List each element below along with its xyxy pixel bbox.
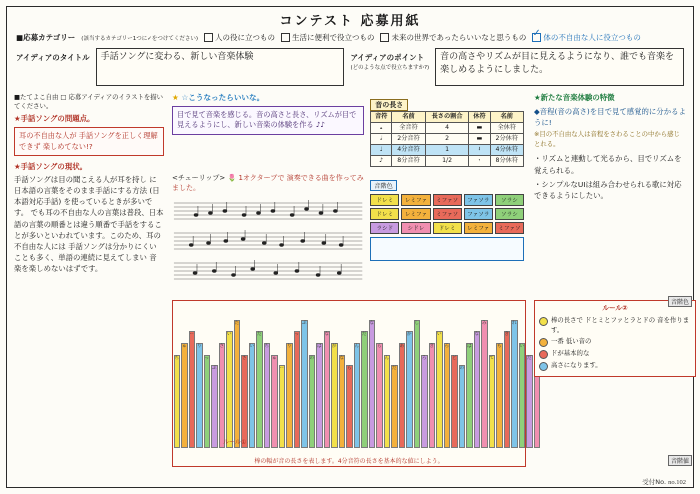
color-chip: ミファソ bbox=[433, 194, 462, 206]
feature-1: ◆音程(音の高さ)を目で見て感覚的に分かるように! bbox=[534, 107, 686, 128]
legend-color-dot-icon bbox=[539, 350, 548, 359]
chart-bar bbox=[399, 343, 406, 448]
chart-bar bbox=[496, 343, 503, 448]
legend-tab-bottom: 音階値 bbox=[668, 455, 692, 466]
chart-bar-label: い bbox=[249, 344, 254, 350]
cell-name: 4分音符 bbox=[392, 145, 425, 156]
table-row bbox=[371, 134, 524, 145]
cell-rest-name: 2分休符 bbox=[490, 134, 523, 145]
cell-ratio: 1 bbox=[425, 145, 469, 156]
color-chip: レミファ bbox=[464, 222, 493, 234]
chart-bar bbox=[489, 355, 496, 448]
chart-bar-label: り bbox=[197, 344, 202, 350]
problem-header: ★手話ソングの問題点。 bbox=[14, 114, 95, 123]
legend-color-dot-icon bbox=[539, 317, 548, 326]
receipt-footer bbox=[642, 477, 686, 486]
chart-bar-label: ぷ bbox=[302, 320, 307, 326]
receipt-value: no.102 bbox=[668, 479, 686, 486]
staff-line-2 bbox=[172, 227, 364, 257]
chart-bar bbox=[414, 320, 421, 448]
cell-symbol: 𝅝 bbox=[371, 123, 392, 134]
color-chip: ソラシ bbox=[495, 208, 524, 220]
title-point-row bbox=[16, 48, 684, 86]
chart-bar bbox=[406, 331, 413, 448]
col-rest-name: 名前 bbox=[490, 112, 523, 123]
chart-bar bbox=[189, 331, 196, 448]
checkbox-icon[interactable] bbox=[204, 33, 213, 42]
tulip-label-text: <チューリップ> bbox=[172, 174, 226, 183]
chart-bar-label: し bbox=[414, 320, 419, 326]
legend-tab-top: 音階色 bbox=[668, 296, 692, 307]
chart-bar bbox=[436, 331, 443, 448]
chart-bar-label: も bbox=[497, 344, 502, 350]
category-option-2[interactable] bbox=[380, 32, 526, 43]
cell-rest-name: 8分休符 bbox=[490, 156, 523, 167]
chart-bar bbox=[481, 320, 488, 448]
visualization-chart bbox=[172, 300, 532, 467]
note-length-table bbox=[370, 111, 524, 167]
legend-row bbox=[539, 361, 691, 371]
chart-bar-label: い bbox=[519, 344, 524, 350]
color-chip: ドレミ bbox=[433, 222, 462, 234]
chart-bar bbox=[504, 331, 511, 448]
tulip-icon: 🌷 bbox=[227, 174, 237, 183]
chart-bar-label: な bbox=[369, 320, 374, 326]
chart-bar-label: さ bbox=[242, 355, 247, 361]
chart-bar bbox=[331, 343, 338, 448]
idea-point-sublabel: (どのような点で役立ちますか?) bbox=[350, 65, 430, 71]
category-option-label: 生活に便利で役立つもの bbox=[291, 33, 375, 42]
color-chip: ソラシ bbox=[495, 194, 524, 206]
illustration-instruction: ■たてよこ自由 □ 応募アイディアのイラストを描いてください。 bbox=[14, 93, 164, 110]
legend-row-text: ドが基本的な bbox=[551, 349, 590, 358]
chart-bar bbox=[534, 365, 541, 448]
chart-bar-label: て bbox=[489, 355, 494, 361]
chart-bar bbox=[294, 331, 301, 448]
feature-3-text: シンプルなUIは組み合わせられる歌に対応できるようにしたい。 bbox=[534, 179, 682, 200]
chart-bar-label: ゅ bbox=[272, 355, 277, 361]
legend-title: ルール② bbox=[602, 304, 628, 312]
col-rest: 休符 bbox=[469, 112, 490, 123]
staff-caption: 1オクターブで 演奏できる曲を作ってみました。 bbox=[172, 174, 364, 193]
chart-bar bbox=[384, 355, 391, 448]
chart-bar-label: っ bbox=[204, 355, 209, 361]
category-option-label: 人の役に立つもの bbox=[214, 33, 275, 42]
chart-legend bbox=[534, 300, 696, 377]
color-chip: ドレミ bbox=[370, 208, 399, 220]
chart-bar-label: き bbox=[429, 344, 434, 350]
cell-name: 全音符 bbox=[392, 123, 425, 134]
legend-row bbox=[539, 337, 691, 347]
chart-caption: 棒の幅が音の長さを表します。4分音符の長さを基本的な値にしよう。 bbox=[254, 458, 444, 465]
chart-bar bbox=[279, 365, 286, 448]
cell-rest: 𝄽 bbox=[469, 145, 490, 156]
chart-bar-label: い bbox=[227, 332, 232, 338]
color-chip: シドレ bbox=[401, 222, 430, 234]
chart-bar bbox=[309, 355, 316, 448]
table-row bbox=[371, 156, 524, 167]
page-title: コンテスト 応募用紙 bbox=[279, 14, 421, 29]
status-header: ★手話ソングの現状。 bbox=[14, 161, 87, 171]
cell-rest: 𝄾 bbox=[469, 156, 490, 167]
chart-bar-label: ろ bbox=[444, 344, 449, 350]
legend-row bbox=[539, 349, 691, 359]
idea-title-label: アイディアのタイトル bbox=[16, 53, 90, 62]
chart-bar bbox=[324, 331, 331, 448]
bullet-icon: ・ bbox=[534, 179, 542, 189]
chart-bar-label: れ bbox=[512, 320, 517, 326]
right-column bbox=[534, 92, 686, 201]
cell-rest-name: 4分休符 bbox=[490, 145, 523, 156]
music-staff-group bbox=[172, 197, 364, 287]
chart-bar bbox=[429, 343, 436, 448]
chart-bar-label: き bbox=[504, 332, 509, 338]
chart-bar-label: ん bbox=[354, 344, 359, 350]
chart-bar-label: だ bbox=[392, 366, 397, 372]
table-row-highlighted bbox=[371, 145, 524, 156]
legend-row-text: 高さになります。 bbox=[551, 361, 602, 370]
chart-bar bbox=[519, 343, 526, 448]
chart-bar-label: が bbox=[332, 344, 337, 350]
color-chip: レミファ bbox=[401, 194, 430, 206]
chart-bar bbox=[219, 343, 226, 448]
chart-bar-label: ー bbox=[279, 366, 284, 372]
feature-3 bbox=[534, 179, 686, 201]
category-option-label: 未来の世界であったらいいなと思うもの bbox=[391, 33, 527, 42]
chart-bar bbox=[444, 343, 451, 448]
wish-text: 目で見て音楽を感じる。音の高さと長さ、リズムが目で見えるようにし、新しい音楽の体験を作る ♪♪ bbox=[172, 106, 364, 135]
chart-bar bbox=[226, 331, 233, 448]
cell-ratio: 2 bbox=[425, 134, 469, 145]
tulip-label bbox=[172, 173, 364, 193]
cell-name: 2分音符 bbox=[392, 134, 425, 145]
cell-rest: ▬ bbox=[469, 134, 490, 145]
checkbox-icon[interactable] bbox=[281, 33, 290, 42]
chart-bar bbox=[361, 331, 368, 448]
wish-header bbox=[172, 92, 364, 103]
chart-bar-label: だ bbox=[362, 332, 367, 338]
chart-bar bbox=[316, 343, 323, 448]
chart-bar bbox=[511, 320, 518, 448]
chart-bar-label: ん bbox=[384, 355, 389, 361]
chart-bar bbox=[211, 365, 218, 448]
checkbox-icon[interactable] bbox=[380, 33, 389, 42]
color-chip: ミファソ bbox=[433, 208, 462, 220]
note-table-caption: 音の長さ bbox=[370, 99, 408, 111]
cell-symbol: 𝅗𝅥 bbox=[371, 134, 392, 145]
left-column bbox=[14, 92, 164, 274]
wish-header-text: ☆こうなったらいいな。 bbox=[181, 93, 265, 102]
chart-bar-label: は bbox=[467, 344, 472, 350]
cell-rest: ▬ bbox=[469, 123, 490, 134]
col-ratio: 長さの割合 bbox=[425, 112, 469, 123]
legend-row-text: 棒の長さで ドとミとファとラとドの 音を作ります。 bbox=[551, 315, 690, 334]
chart-bar bbox=[466, 343, 473, 448]
chart-bar bbox=[376, 343, 383, 448]
checkbox-checked-icon[interactable] bbox=[532, 33, 541, 42]
chart-bar-label: ぷ bbox=[212, 366, 217, 372]
color-chip: ラシド bbox=[370, 222, 399, 234]
chart-bar bbox=[234, 320, 241, 448]
cell-rest-name: 全休符 bbox=[490, 123, 523, 134]
cell-ratio: 1/2 bbox=[425, 156, 469, 167]
color-chip: ドレミ bbox=[370, 194, 399, 206]
chart-bar bbox=[204, 355, 211, 448]
feature-2-text: リズムと連動して光るから、目でリズムを覚えられる。 bbox=[534, 154, 682, 175]
idea-point-label bbox=[350, 48, 429, 86]
cell-symbol: ♩ bbox=[371, 145, 392, 156]
chart-bar bbox=[459, 365, 466, 448]
feature-1-note: ※目の不自由な人は音程をさわることの中から感じとれる。 bbox=[534, 130, 680, 148]
color-chip-grid bbox=[370, 194, 524, 234]
legend-color-dot-icon bbox=[539, 362, 548, 371]
chart-bar-label: り bbox=[287, 344, 292, 350]
chart-bar-label: な bbox=[324, 332, 329, 338]
chart-bar bbox=[249, 343, 256, 448]
category-row bbox=[16, 32, 684, 43]
category-option-3[interactable] bbox=[532, 32, 641, 43]
chart-bar bbox=[474, 331, 481, 448]
color-scale-label: 音階色 bbox=[370, 180, 397, 191]
chart-bar-label: ー bbox=[189, 332, 194, 338]
chart-bar bbox=[264, 343, 271, 448]
staff-line-3 bbox=[172, 257, 364, 287]
idea-point-input[interactable]: 音の高さやリズムが目に見えるようになり、誰でも音楽を楽しめるようにしました。 bbox=[435, 48, 684, 86]
cell-symbol: ♪ bbox=[371, 156, 392, 167]
chart-bar-label: だ bbox=[527, 355, 532, 361]
receipt-label: 受付No. bbox=[642, 478, 667, 486]
category-lead: ■応募カテゴリー bbox=[16, 33, 76, 42]
chart-bar bbox=[174, 355, 181, 448]
chart-bar bbox=[391, 365, 398, 448]
chart-bar-label: は bbox=[317, 344, 322, 350]
chart-bar-label: ろ bbox=[422, 355, 427, 361]
chart-bar bbox=[181, 343, 188, 448]
category-option-1[interactable] bbox=[281, 32, 375, 43]
color-chip: ファソラ bbox=[464, 194, 493, 206]
middle-column bbox=[172, 92, 524, 287]
staff-line-1 bbox=[172, 197, 364, 227]
cell-ratio: 4 bbox=[425, 123, 469, 134]
idea-title-input[interactable]: 手話ソングに変わる、新しい音楽体験 bbox=[96, 48, 345, 86]
chart-bar-label: あ bbox=[399, 344, 404, 350]
color-chip: レミファ bbox=[401, 208, 430, 220]
chart-bar bbox=[301, 320, 308, 448]
table-header-row bbox=[371, 112, 524, 123]
chart-bar-label: た bbox=[234, 320, 239, 326]
status-text: 手話ソングは目の聞こえる人が耳を持し に日本語の言葉をそのまま手話にする方法 (日本語対応手話) を使っているときが多いです。 でも耳の不自由な人の言葉は普段、日本語の言葉の順番とは違う順番で手話をすることが多いといわれています。このため、耳の不自由な人には 手話ソングは分かりにくいことも多く、単語の連続に見えてしまい 音楽を楽しめないはずです。 bbox=[14, 175, 164, 273]
chart-bar-label: な bbox=[474, 332, 479, 338]
legend-color-dot-icon bbox=[539, 338, 548, 347]
chart-bar bbox=[346, 365, 353, 448]
chart-bar-label: ど bbox=[452, 355, 457, 361]
star-icon: ★ bbox=[172, 93, 179, 102]
table-row bbox=[371, 123, 524, 134]
chart-bar bbox=[339, 355, 346, 448]
feature-2 bbox=[534, 153, 686, 175]
feature-header: ★新たな音楽体験の特徴 bbox=[534, 93, 615, 102]
chart-bar-label: の bbox=[459, 366, 464, 372]
chart-bar-label: ら bbox=[377, 344, 382, 350]
bullet-icon: ・ bbox=[534, 154, 542, 164]
blue-connector-box bbox=[370, 237, 524, 261]
chart-bar bbox=[286, 343, 293, 448]
chart-bar bbox=[451, 355, 458, 448]
problem-text: 耳の不自由な人が 手話ソングを正しく理解できず 楽しめてない!? bbox=[14, 127, 164, 156]
chart-bar-label: か bbox=[407, 332, 412, 338]
category-note: (該当するカテゴリー1つに✓をつけてください) bbox=[81, 35, 198, 42]
legend-row-text: 一番 低い音の bbox=[551, 337, 592, 346]
chart-bar bbox=[256, 331, 263, 448]
col-symbol: 音符 bbox=[371, 112, 392, 123]
idea-point-label-text: アイディアのポイント bbox=[350, 53, 425, 62]
chart-bar bbox=[241, 355, 248, 448]
chart-bars bbox=[173, 301, 532, 448]
chart-bar bbox=[369, 320, 376, 448]
chart-bar bbox=[526, 355, 533, 448]
chart-bar bbox=[354, 343, 361, 448]
chart-bar-label: の bbox=[309, 355, 314, 361]
color-chip: ミファソ bbox=[495, 222, 524, 234]
chart-bar-label: っ bbox=[294, 332, 299, 338]
color-chip: ファソラ bbox=[464, 208, 493, 220]
chart-bar-label: な bbox=[339, 355, 344, 361]
category-option-label: 体の不自由な人に役立つもの bbox=[543, 33, 641, 42]
chart-rule-badge: ルール① bbox=[223, 439, 247, 446]
chart-bar-label: ら bbox=[347, 366, 352, 372]
cell-name: 8分音符 bbox=[392, 156, 425, 167]
chart-bar-label: み bbox=[482, 320, 487, 326]
chart-bar-label: ち bbox=[174, 355, 179, 361]
col-name: 名前 bbox=[392, 112, 425, 123]
legend-row bbox=[539, 316, 691, 335]
chart-bar bbox=[271, 355, 278, 448]
chart-bar-label: ゅ bbox=[182, 344, 187, 350]
chart-bar-label: た bbox=[257, 332, 262, 338]
category-option-0[interactable] bbox=[204, 32, 275, 43]
chart-bar bbox=[196, 343, 203, 448]
chart-bar bbox=[421, 355, 428, 448]
chart-bar-label: い bbox=[437, 332, 442, 338]
chart-bar-label: ち bbox=[264, 344, 269, 350]
chart-bar-label: さ bbox=[219, 344, 224, 350]
